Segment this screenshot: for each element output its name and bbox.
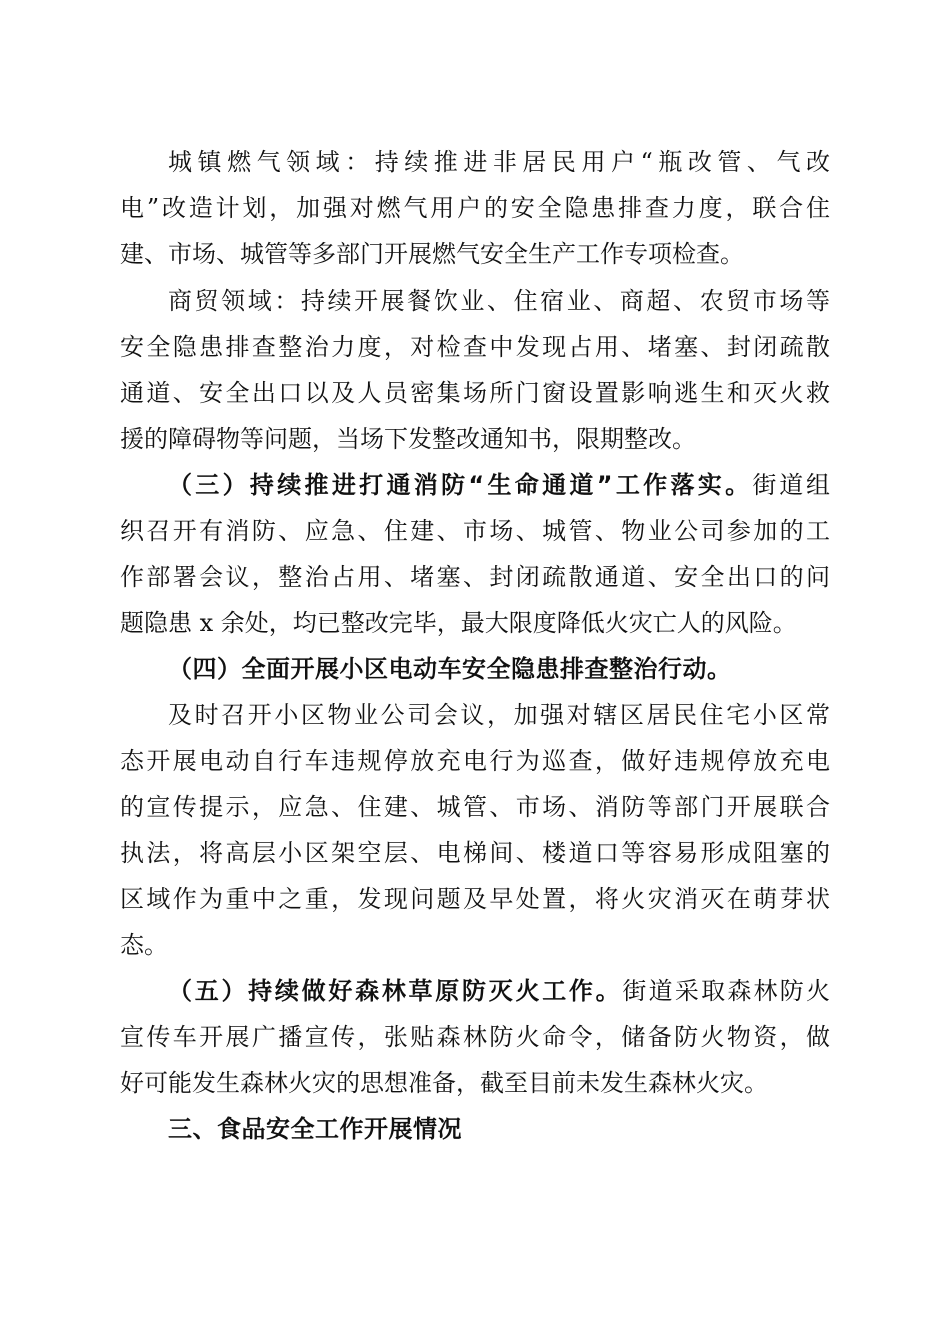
section-heading: （五）持续做好森林草原防灭火工作。 [168, 977, 623, 1005]
paragraph-line: 执法，将高层小区架空层、电梯间、楼道口等容易形成阻塞的 [120, 839, 830, 867]
paragraph-line: 态开展电动自行车违规停放充电行为巡查，做好违规停放充电 [120, 747, 830, 775]
paragraph-line: 安全隐患排查整治力度，对检查中发现占用、堵塞、封闭疏散 [120, 333, 830, 361]
paragraph-line: 援的障碍物等问题，当场下发整改通知书，限期整改。 [120, 425, 696, 453]
section-heading: （四）全面开展小区电动车安全隐患排查整治行动。 [168, 655, 732, 683]
paragraph-line: 作部署会议，整治占用、堵塞、封闭疏散通道、安全出口的问 [120, 563, 830, 591]
paragraph-line: 通道、安全出口以及人员密集场所门窗设置影响逃生和灭火救 [120, 379, 830, 407]
paragraph-line: 区域作为重中之重，发现问题及早处置，将火灾消灭在萌芽状 [120, 885, 830, 913]
section-heading: （三）持续推进打通消防“生命通道”工作落实。 [168, 471, 753, 499]
paragraph-line: 城镇燃气领域：持续推进非居民用户“瓶改管、气改 [168, 148, 830, 176]
paragraph-line: 电”改造计划，加强对燃气用户的安全隐患排查力度，联合住 [120, 194, 830, 222]
paragraph-text: 街道采取森林防火 [622, 977, 831, 1005]
paragraph-line: 好可能发生森林火灾的思想准备，截至目前未发生森林火灾。 [120, 1069, 768, 1097]
paragraph-line: 及时召开小区物业公司会议，加强对辖区居民住宅小区常 [168, 701, 830, 729]
paragraph-line: 织召开有消防、应急、住建、市场、城管、物业公司参加的工 [120, 517, 830, 545]
section-heading-line [168, 979, 830, 1003]
chapter-heading: 三、食品安全工作开展情况 [168, 1115, 462, 1143]
paragraph-line: 题隐患 x 余处，均已整改完毕，最大限度降低火灾亡人的风险。 [120, 609, 797, 637]
paragraph-line: 宣传车开展广播宣传，张贴森林防火命令，储备防火物资，做 [120, 1023, 830, 1051]
paragraph-text: 街道组 [752, 471, 831, 499]
paragraph-line: 态。 [120, 931, 168, 959]
section-heading-line [168, 473, 830, 497]
paragraph-line: 建、市场、城管等多部门开展燃气安全生产工作专项检查。 [120, 240, 744, 268]
paragraph-line: 的宣传提示，应急、住建、城管、市场、消防等部门开展联合 [120, 793, 830, 821]
paragraph-line: 商贸领域：持续开展餐饮业、住宿业、商超、农贸市场等 [168, 287, 830, 315]
